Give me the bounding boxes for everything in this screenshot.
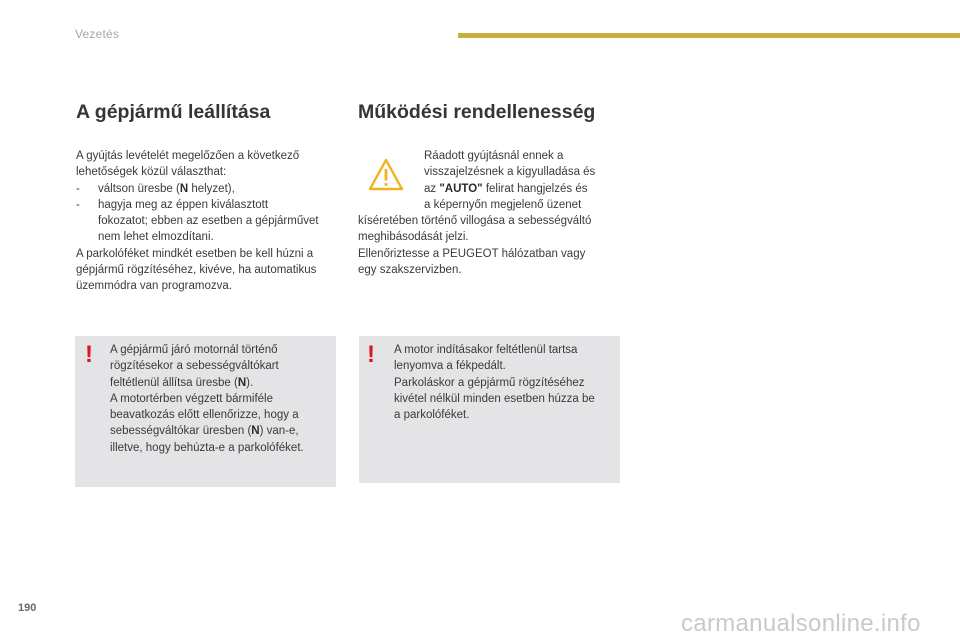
note-box-engine-start	[359, 336, 620, 483]
text-line: a képernyőn megjelenő üzenet	[424, 198, 582, 211]
text-line: kivétel nélkül minden esetben húzza be	[394, 392, 595, 405]
gear-letter: N	[237, 376, 247, 389]
text-line: A gyújtás levételét megelőzően a következő	[76, 150, 300, 162]
text-line: Ellenőriztesse a PEUGEOT hálózatban vagy	[358, 247, 586, 260]
list-dash: -	[76, 182, 80, 195]
list-item-neutral	[76, 181, 338, 197]
heading-stopping-vehicle: A gépjármű leállítása	[76, 101, 271, 123]
list-item-keep-gear	[76, 197, 338, 213]
list-dash: -	[76, 198, 80, 211]
page-number: 190	[18, 602, 37, 614]
watermark: carmanualsonline.info	[681, 610, 921, 637]
text-line: rögzítésekor a sebességváltókart	[110, 360, 279, 373]
text-line: fokozatot; ebben az esetben a gépjárművet	[98, 215, 319, 228]
text-fragment: felirat hangjelzés és	[482, 182, 588, 195]
text-fragment: ) van-e,	[259, 425, 299, 438]
exclamation-icon: !	[367, 341, 375, 368]
text-line: A motor indításakor feltétlenül tartsa	[394, 344, 578, 356]
text-line: beavatkozás előtt ellenőrizze, hogy a	[110, 409, 299, 422]
text-line: nem lehet elmozdítani.	[98, 231, 214, 244]
text-line: Parkoláskor a gépjármű rögzítéséhez	[394, 376, 585, 389]
text-line: egy szakszervizben.	[358, 263, 462, 276]
text-line: Ráadott gyújtásnál ennek a	[424, 150, 564, 162]
heading-malfunction: Működési rendellenesség	[358, 101, 596, 123]
gear-letter: N	[179, 182, 189, 195]
malfunction-text-top	[424, 148, 624, 213]
text-fragment: helyzet),	[188, 182, 235, 195]
text-line: A gépjármű járó motornál történő	[110, 344, 278, 356]
text-line: A parkolóféket mindkét esetben be kell húzni a	[76, 247, 314, 260]
text-line: hagyja meg az éppen kiválasztott	[98, 198, 269, 211]
text-fragment: váltson üresbe (	[98, 182, 180, 195]
auto-label: "AUTO"	[439, 182, 483, 195]
note-text	[394, 342, 616, 423]
text-line: üzemmódra van programozva.	[76, 280, 232, 293]
text-fragment: feltétlenül állítsa üresbe (	[110, 376, 238, 389]
text-line: gépjármű rögzítéséhez, kivéve, ha automatikus	[76, 264, 317, 277]
stopping-instructions	[76, 148, 338, 295]
text-line: kíséretében történő villogása a sebességváltó	[358, 215, 592, 227]
note-text	[110, 342, 332, 456]
text-line: lehetőségek közül választhat:	[76, 166, 227, 179]
text-line: a parkolóféket.	[394, 409, 470, 422]
text-fragment: ).	[246, 376, 254, 389]
gear-letter: N	[251, 425, 260, 438]
text-line: illetve, hogy behúzta-e a parkolóféket.	[110, 441, 304, 454]
text-fragment: az	[424, 182, 440, 195]
note-box-engine-running	[75, 336, 336, 487]
header-accent-bar	[458, 33, 960, 38]
text-line: A motortérben végzett bármiféle	[110, 392, 273, 405]
warning-triangle-icon	[368, 157, 404, 193]
text-line: visszajelzésnek a kigyulladása és	[424, 166, 596, 179]
text-line: meghibásodását jelzi.	[358, 231, 469, 244]
section-label: Vezetés	[75, 27, 120, 41]
text-fragment: sebességváltókar üresben (	[110, 425, 252, 438]
text-line: lenyomva a fékpedált.	[394, 360, 506, 373]
malfunction-text-bottom	[358, 213, 628, 278]
exclamation-icon: !	[85, 341, 93, 368]
